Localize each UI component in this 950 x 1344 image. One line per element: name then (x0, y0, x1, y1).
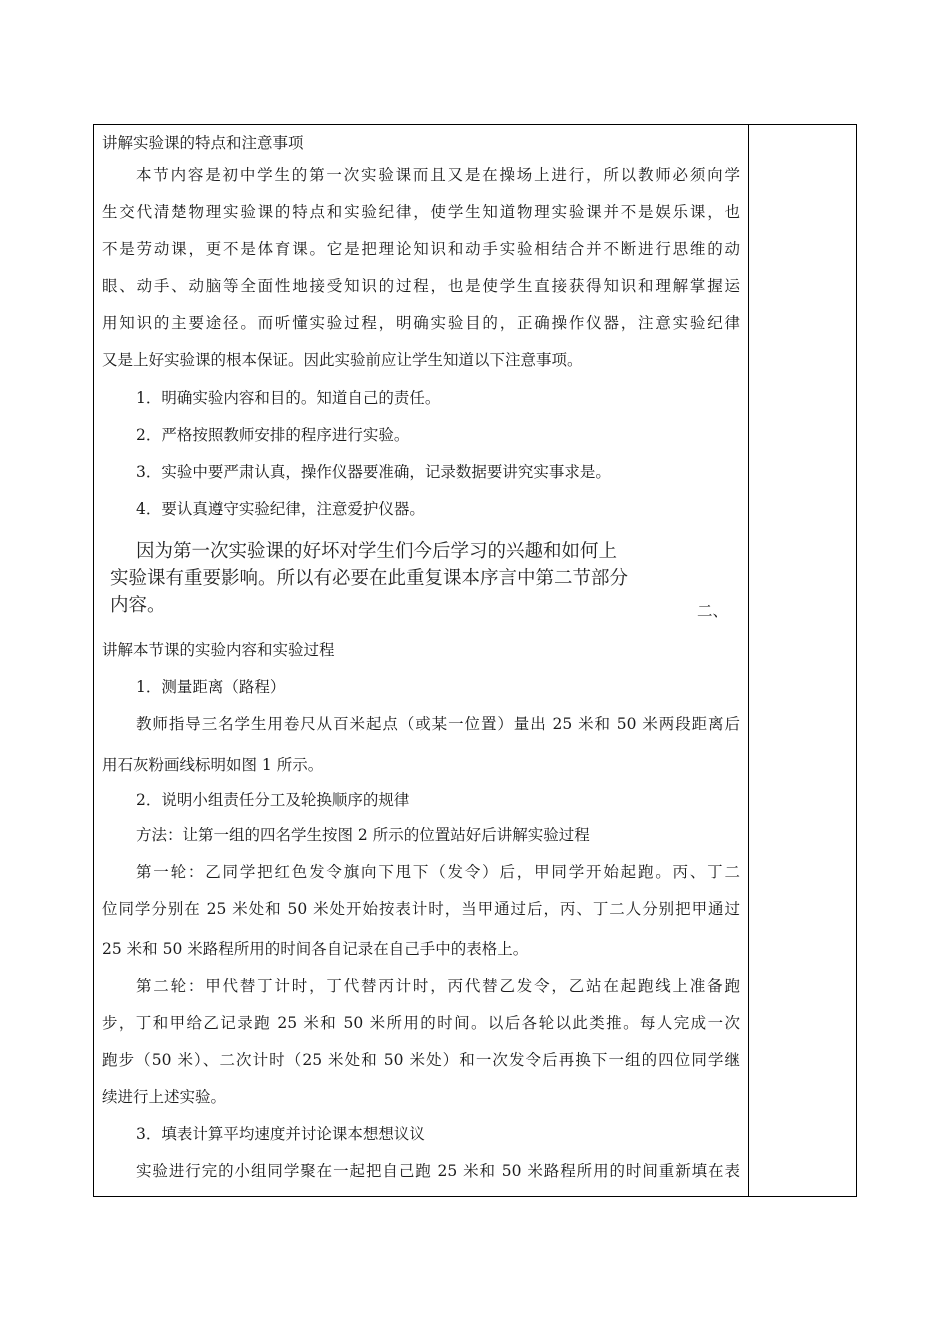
round1-line-3: 25 米和 50 米路程所用的时间各自记录在自己手中的表格上。 (102, 940, 529, 958)
inserted-text-line-1: 因为第一次实验课的好坏对学生们今后学习的兴趣和如何上 (136, 541, 618, 562)
item1-text-line-1: 教师指导三名学生用卷尺从百米起点（或某一位置）量出 25 米和 50 米两段距离后 (136, 715, 740, 733)
para1-line-5: 用知识的主要途径。而听懂实验过程，明确实验目的，正确操作仪器，注意实验纪律 (102, 314, 740, 332)
notes-column (749, 125, 856, 1196)
round1-line-2: 位同学分别在 25 米处和 50 米处开始按表计时，当甲通过后，丙、丁二人分别把甲通过 (102, 900, 740, 918)
rule-2: 2．严格按照教师安排的程序进行实验。 (136, 426, 410, 444)
para1-line-6: 又是上好实验课的根本保证。因此实验前应让学生知道以下注意事项。 (102, 351, 583, 369)
item1-title: 1．测量距离（路程） (136, 678, 286, 696)
lesson-table (93, 124, 857, 1197)
round2-line-1: 第二轮：甲代替丁计时，丁代替丙计时，丙代替乙发令，乙站在起跑线上准备跑 (136, 977, 740, 995)
heading-line: 讲解实验课的特点和注意事项 (102, 134, 304, 152)
round2-line-4: 续进行上述实验。 (102, 1088, 227, 1106)
section-title: 讲解本节课的实验内容和实验过程 (102, 641, 335, 659)
round2-line-3: 跑步（50 米）、二次计时（25 米处和 50 米处）和一次发令后再换下一组的四位同学继 (102, 1051, 740, 1069)
rule-1: 1．明确实验内容和目的。知道自己的责任。 (136, 389, 441, 407)
para1-line-4: 眼、动手、动脑等全面性地接受知识的过程，也是使学生直接获得知识和理解掌握运 (102, 277, 740, 295)
item1-text-line-2: 用石灰粉画线标明如图 1 所示。 (102, 756, 324, 774)
item2-title: 2．说明小组责任分工及轮换顺序的规律 (136, 791, 410, 809)
inserted-text-line-3: 内容。 (110, 595, 166, 616)
round1-line-1: 第一轮：乙同学把红色发令旗向下甩下（发令）后，甲同学开始起跑。丙、丁二 (136, 863, 740, 881)
content-column (94, 125, 748, 1196)
para1-line-3: 不是劳动课，更不是体育课。它是把理论知识和动手实验相结合并不断进行思维的动 (102, 240, 740, 258)
round2-line-2: 步，丁和甲给乙记录跑 25 米和 50 米所用的时间。以后各轮以此类推。每人完成一次 (102, 1014, 740, 1032)
item3-title: 3．填表计算平均速度并讨论课本想想议议 (136, 1125, 425, 1143)
para1-line-2: 生交代清楚物理实验课的特点和实验纪律，使学生知道物理实验课并不是娱乐课，也 (102, 203, 740, 221)
item3-text: 实验进行完的小组同学聚在一起把自己跑 25 米和 50 米路程所用的时间重新填在表 (136, 1162, 740, 1180)
para1-line-1: 本节内容是初中学生的第一次实验课而且又是在操场上进行，所以教师必须向学 (136, 166, 740, 184)
section-number: 二、 (696, 602, 728, 620)
inserted-text-line-2: 实验课有重要影响。所以有必要在此重复课本序言中第二节部分 (110, 568, 629, 589)
item2-method: 方法：让第一组的四名学生按图 2 所示的位置站好后讲解实验过程 (136, 826, 590, 844)
rule-3: 3．实验中要严肃认真，操作仪器要准确，记录数据要讲究实事求是。 (136, 463, 611, 481)
rule-4: 4．要认真遵守实验纪律，注意爱护仪器。 (136, 500, 425, 518)
